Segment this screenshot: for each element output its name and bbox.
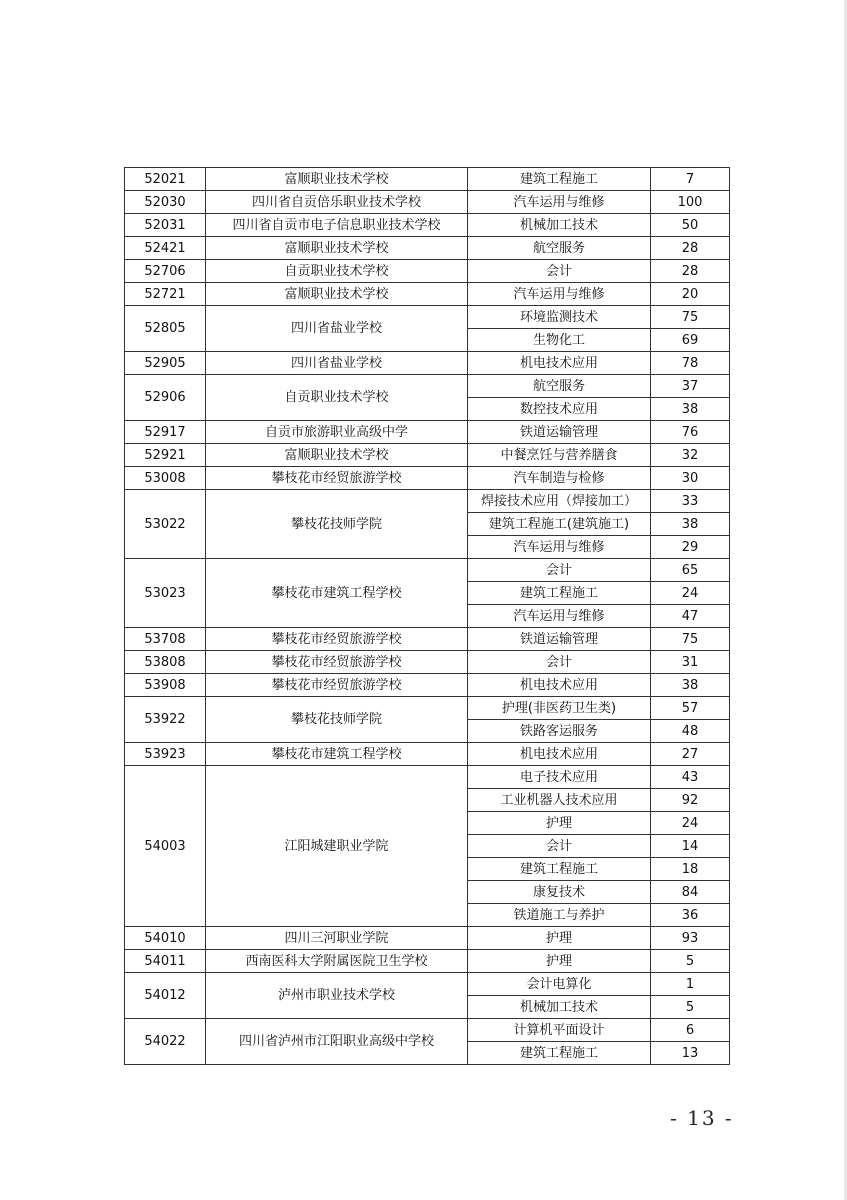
table-row bbox=[125, 973, 730, 996]
school-name-cell: 富顺职业技术学校 bbox=[206, 444, 468, 467]
major-name-cell: 中餐烹饪与营养膳食 bbox=[468, 444, 651, 467]
table-row bbox=[125, 1019, 730, 1042]
enrollment-count-cell: 47 bbox=[651, 605, 730, 628]
major-name-cell: 建筑工程施工 bbox=[468, 858, 651, 881]
enrollment-count-cell: 38 bbox=[651, 674, 730, 697]
school-name-cell: 四川省泸州市江阳职业高级中学校 bbox=[206, 1019, 468, 1065]
school-name-cell: 江阳城建职业学院 bbox=[206, 766, 468, 927]
school-name-cell: 攀枝花市建筑工程学校 bbox=[206, 559, 468, 628]
school-name-cell: 自贡市旅游职业高级中学 bbox=[206, 421, 468, 444]
school-name-cell: 自贡职业技术学校 bbox=[206, 260, 468, 283]
enrollment-count-cell: 30 bbox=[651, 467, 730, 490]
table-row bbox=[125, 168, 730, 191]
major-name-cell: 会计 bbox=[468, 835, 651, 858]
school-code-cell: 52721 bbox=[125, 283, 206, 306]
enrollment-count-cell: 48 bbox=[651, 720, 730, 743]
school-code-cell: 53008 bbox=[125, 467, 206, 490]
major-name-cell: 计算机平面设计 bbox=[468, 1019, 651, 1042]
table-row bbox=[125, 697, 730, 720]
enrollment-count-cell: 5 bbox=[651, 950, 730, 973]
enrollment-count-cell: 93 bbox=[651, 927, 730, 950]
enrollment-count-cell: 92 bbox=[651, 789, 730, 812]
table-row bbox=[125, 352, 730, 375]
enrollment-count-cell: 100 bbox=[651, 191, 730, 214]
school-name-cell: 四川省盐业学校 bbox=[206, 306, 468, 352]
school-code-cell: 54012 bbox=[125, 973, 206, 1019]
school-code-cell: 52030 bbox=[125, 191, 206, 214]
school-name-cell: 富顺职业技术学校 bbox=[206, 283, 468, 306]
major-name-cell: 建筑工程施工 bbox=[468, 582, 651, 605]
school-code-cell: 52921 bbox=[125, 444, 206, 467]
major-name-cell: 汽车运用与维修 bbox=[468, 605, 651, 628]
school-code-cell: 53023 bbox=[125, 559, 206, 628]
table-row bbox=[125, 191, 730, 214]
enrollment-count-cell: 14 bbox=[651, 835, 730, 858]
school-code-cell: 53022 bbox=[125, 490, 206, 559]
page-number: - 13 - bbox=[670, 1106, 734, 1130]
school-name-cell: 攀枝花技师学院 bbox=[206, 697, 468, 743]
table-row bbox=[125, 628, 730, 651]
enrollment-count-cell: 18 bbox=[651, 858, 730, 881]
enrollment-count-cell: 43 bbox=[651, 766, 730, 789]
major-name-cell: 汽车运用与维修 bbox=[468, 191, 651, 214]
table-row bbox=[125, 559, 730, 582]
school-name-cell: 泸州市职业技术学校 bbox=[206, 973, 468, 1019]
major-name-cell: 环境监测技术 bbox=[468, 306, 651, 329]
major-name-cell: 建筑工程施工 bbox=[468, 1042, 651, 1065]
major-name-cell: 航空服务 bbox=[468, 375, 651, 398]
school-code-cell: 52906 bbox=[125, 375, 206, 421]
major-name-cell: 建筑工程施工 bbox=[468, 168, 651, 191]
enrollment-count-cell: 6 bbox=[651, 1019, 730, 1042]
enrollment-count-cell: 28 bbox=[651, 260, 730, 283]
table-row bbox=[125, 674, 730, 697]
major-name-cell: 铁道运输管理 bbox=[468, 628, 651, 651]
table-row bbox=[125, 237, 730, 260]
school-name-cell: 攀枝花技师学院 bbox=[206, 490, 468, 559]
school-name-cell: 攀枝花市经贸旅游学校 bbox=[206, 628, 468, 651]
table-row bbox=[125, 306, 730, 329]
enrollment-count-cell: 37 bbox=[651, 375, 730, 398]
school-name-cell: 富顺职业技术学校 bbox=[206, 237, 468, 260]
table-row bbox=[125, 467, 730, 490]
major-name-cell: 护理(非医药卫生类) bbox=[468, 697, 651, 720]
school-name-cell: 攀枝花市经贸旅游学校 bbox=[206, 467, 468, 490]
major-name-cell: 电子技术应用 bbox=[468, 766, 651, 789]
school-name-cell: 攀枝花市经贸旅游学校 bbox=[206, 651, 468, 674]
enrollment-count-cell: 33 bbox=[651, 490, 730, 513]
table-row bbox=[125, 490, 730, 513]
enrollment-count-cell: 57 bbox=[651, 697, 730, 720]
major-name-cell: 汽车运用与维修 bbox=[468, 536, 651, 559]
table-row bbox=[125, 927, 730, 950]
major-name-cell: 会计 bbox=[468, 559, 651, 582]
school-code-cell: 54003 bbox=[125, 766, 206, 927]
major-name-cell: 机械加工技术 bbox=[468, 996, 651, 1019]
school-name-cell: 四川三河职业学院 bbox=[206, 927, 468, 950]
enrollment-count-cell: 13 bbox=[651, 1042, 730, 1065]
enrollment-count-cell: 76 bbox=[651, 421, 730, 444]
table-row bbox=[125, 444, 730, 467]
enrollment-count-cell: 27 bbox=[651, 743, 730, 766]
major-name-cell: 铁道施工与养护 bbox=[468, 904, 651, 927]
school-name-cell: 四川省自贡市电子信息职业技术学校 bbox=[206, 214, 468, 237]
school-code-cell: 52021 bbox=[125, 168, 206, 191]
enrollment-count-cell: 36 bbox=[651, 904, 730, 927]
enrollment-count-cell: 20 bbox=[651, 283, 730, 306]
table-row bbox=[125, 743, 730, 766]
enrollment-count-cell: 84 bbox=[651, 881, 730, 904]
school-name-cell: 攀枝花市建筑工程学校 bbox=[206, 743, 468, 766]
enrollment-count-cell: 65 bbox=[651, 559, 730, 582]
enrollment-count-cell: 24 bbox=[651, 582, 730, 605]
major-name-cell: 焊接技术应用（焊接加工） bbox=[468, 490, 651, 513]
enrollment-count-cell: 32 bbox=[651, 444, 730, 467]
major-name-cell: 汽车制造与检修 bbox=[468, 467, 651, 490]
enrollment-count-cell: 31 bbox=[651, 651, 730, 674]
school-code-cell: 54011 bbox=[125, 950, 206, 973]
major-name-cell: 康复技术 bbox=[468, 881, 651, 904]
table-row bbox=[125, 260, 730, 283]
school-name-cell: 富顺职业技术学校 bbox=[206, 168, 468, 191]
major-name-cell: 汽车运用与维修 bbox=[468, 283, 651, 306]
school-code-cell: 52805 bbox=[125, 306, 206, 352]
major-name-cell: 机电技术应用 bbox=[468, 674, 651, 697]
table-row bbox=[125, 375, 730, 398]
school-code-cell: 54010 bbox=[125, 927, 206, 950]
school-code-cell: 54022 bbox=[125, 1019, 206, 1065]
major-name-cell: 建筑工程施工(建筑施工) bbox=[468, 513, 651, 536]
major-name-cell: 会计 bbox=[468, 260, 651, 283]
enrollment-count-cell: 28 bbox=[651, 237, 730, 260]
major-name-cell: 会计电算化 bbox=[468, 973, 651, 996]
enrollment-table bbox=[124, 167, 730, 1065]
enrollment-count-cell: 69 bbox=[651, 329, 730, 352]
school-code-cell: 53808 bbox=[125, 651, 206, 674]
school-code-cell: 53923 bbox=[125, 743, 206, 766]
school-name-cell: 四川省盐业学校 bbox=[206, 352, 468, 375]
major-name-cell: 机械加工技术 bbox=[468, 214, 651, 237]
school-code-cell: 52905 bbox=[125, 352, 206, 375]
enrollment-count-cell: 24 bbox=[651, 812, 730, 835]
major-name-cell: 护理 bbox=[468, 927, 651, 950]
table-row bbox=[125, 421, 730, 444]
table-body bbox=[125, 168, 730, 1065]
school-code-cell: 53708 bbox=[125, 628, 206, 651]
enrollment-count-cell: 29 bbox=[651, 536, 730, 559]
school-code-cell: 53922 bbox=[125, 697, 206, 743]
major-name-cell: 铁道运输管理 bbox=[468, 421, 651, 444]
enrollment-count-cell: 7 bbox=[651, 168, 730, 191]
enrollment-count-cell: 75 bbox=[651, 628, 730, 651]
school-name-cell: 四川省自贡倍乐职业技术学校 bbox=[206, 191, 468, 214]
school-name-cell: 自贡职业技术学校 bbox=[206, 375, 468, 421]
table-row bbox=[125, 214, 730, 237]
major-name-cell: 工业机器人技术应用 bbox=[468, 789, 651, 812]
school-name-cell: 攀枝花市经贸旅游学校 bbox=[206, 674, 468, 697]
major-name-cell: 会计 bbox=[468, 651, 651, 674]
major-name-cell: 航空服务 bbox=[468, 237, 651, 260]
major-name-cell: 数控技术应用 bbox=[468, 398, 651, 421]
school-code-cell: 52031 bbox=[125, 214, 206, 237]
enrollment-count-cell: 75 bbox=[651, 306, 730, 329]
major-name-cell: 机电技术应用 bbox=[468, 352, 651, 375]
school-code-cell: 52421 bbox=[125, 237, 206, 260]
enrollment-count-cell: 1 bbox=[651, 973, 730, 996]
school-code-cell: 52917 bbox=[125, 421, 206, 444]
enrollment-count-cell: 78 bbox=[651, 352, 730, 375]
table-row bbox=[125, 950, 730, 973]
major-name-cell: 护理 bbox=[468, 950, 651, 973]
table-row bbox=[125, 651, 730, 674]
major-name-cell: 生物化工 bbox=[468, 329, 651, 352]
school-code-cell: 52706 bbox=[125, 260, 206, 283]
school-code-cell: 53908 bbox=[125, 674, 206, 697]
enrollment-count-cell: 38 bbox=[651, 513, 730, 536]
enrollment-count-cell: 50 bbox=[651, 214, 730, 237]
table-row bbox=[125, 283, 730, 306]
enrollment-count-cell: 5 bbox=[651, 996, 730, 1019]
major-name-cell: 护理 bbox=[468, 812, 651, 835]
school-name-cell: 西南医科大学附属医院卫生学校 bbox=[206, 950, 468, 973]
major-name-cell: 机电技术应用 bbox=[468, 743, 651, 766]
major-name-cell: 铁路客运服务 bbox=[468, 720, 651, 743]
enrollment-count-cell: 38 bbox=[651, 398, 730, 421]
table-row bbox=[125, 766, 730, 789]
